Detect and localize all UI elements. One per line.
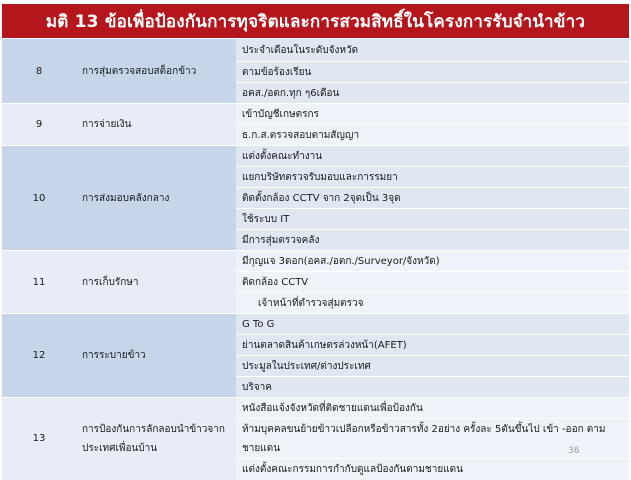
detail-item: ติดตั้งกล้อง CCTV จาก 2จุดเป็น 3จุด xyxy=(236,188,629,209)
page-number: 36 xyxy=(568,446,580,456)
row-topic: การจ่ายเงิน xyxy=(76,104,236,146)
row-number: 11 xyxy=(2,251,76,314)
detail-item: เจ้าหน้าที่ตำรวจสุ่มตรวจ xyxy=(236,293,629,314)
row-number: 13 xyxy=(2,398,76,480)
row-number: 8 xyxy=(2,39,76,104)
detail-item: ใช้ระบบ IT xyxy=(236,209,629,230)
detail-item: ย่านตลาดสินค้าเกษตรล่วงหน้า(AFET) xyxy=(236,335,629,356)
detail-item: แต่งตั้งคณะทำงาน xyxy=(236,146,629,167)
row-topic: การป้องกันการลักลอบนำข้าวจากประเทศเพื่อนบ้าน xyxy=(76,398,236,480)
detail-item: ประจำเดือนในระดับจังหวัด xyxy=(236,39,629,62)
row-topic: การระบายข้าว xyxy=(76,314,236,398)
detail-item: ตามข้อร้องเรียน xyxy=(236,62,629,83)
row-number: 9 xyxy=(2,104,76,146)
slide-title: มติ 13 ข้อเพื่อป้องกันการทุจริตและการสวมสิทธิ์ในโครงการรับจำนำข้าว xyxy=(2,4,629,38)
row-topic: การเก็บรักษา xyxy=(76,251,236,314)
table-row xyxy=(2,398,629,419)
row-number: 10 xyxy=(2,146,76,251)
detail-item: ประมูลในประเทศ/ต่างประเทศ xyxy=(236,356,629,377)
detail-item: G To G xyxy=(236,314,629,335)
table-row xyxy=(2,104,629,125)
detail-item: ธ.ก.ส.ตรวจสอบตามสัญญา xyxy=(236,125,629,146)
row-topic: การส่งมอบคลังกลาง xyxy=(76,146,236,251)
detail-item: แยกบริษัทตรวจรับมอบและการรมยา xyxy=(236,167,629,188)
row-number: 12 xyxy=(2,314,76,398)
table-row xyxy=(2,146,629,167)
detail-item: แต่งตั้งคณะกรรมการกำกับดูแลป้องกันตามชายแดน xyxy=(236,459,629,480)
row-topic: การสุ่มตรวจสอบสต็อกข้าว xyxy=(76,39,236,104)
detail-item: ห้ามบุคคลขนย้ายข้าวเปลือกหรือข้าวสารทั้ง 2อย่าง ครั้งละ 5ตันขึ้นไป เข้า -ออก ตามชายแดน xyxy=(236,419,629,459)
measures-table xyxy=(2,38,629,480)
table-row xyxy=(2,39,629,62)
detail-item: อคส./อตก.ทุก ๆ6เดือน xyxy=(236,83,629,104)
table-row xyxy=(2,251,629,272)
detail-item: มีกุญแจ 3ดอก(อคส./อตก./Surveyor/จังหวัด) xyxy=(236,251,629,272)
table-row xyxy=(2,314,629,335)
detail-item: ติดกล้อง CCTV xyxy=(236,272,629,293)
detail-item: เข้าบัญชีเกษตรกร xyxy=(236,104,629,125)
detail-item: บริจาค xyxy=(236,377,629,398)
detail-item: มีการสุ่มตรวจคลัง xyxy=(236,230,629,251)
detail-item: หนังสือแจ้งจังหวัดที่ติดชายแดนเพื่อป้องกัน xyxy=(236,398,629,419)
